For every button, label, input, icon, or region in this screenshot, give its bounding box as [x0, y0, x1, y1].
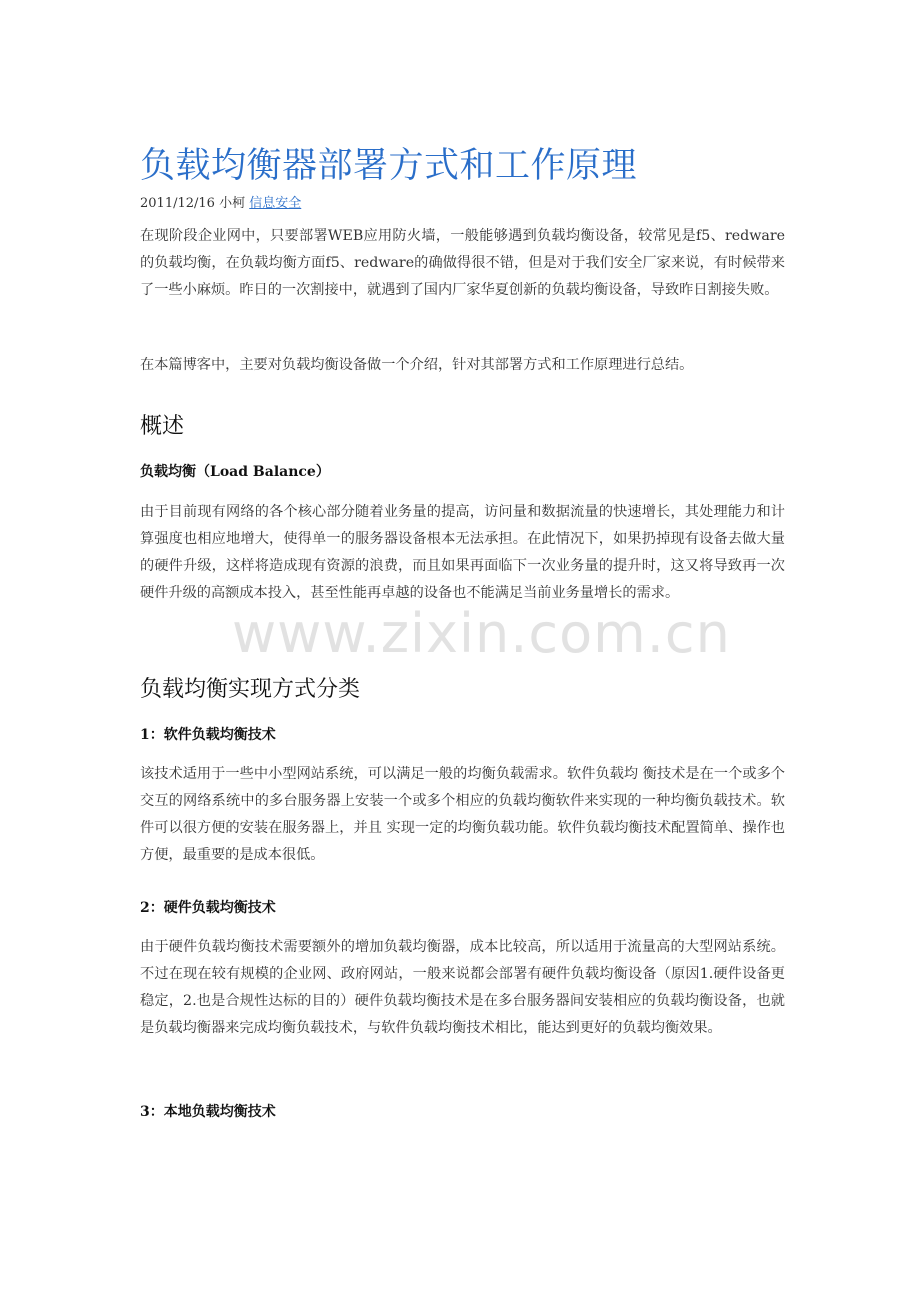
- page-title: 负载均衡器部署方式和工作原理: [140, 146, 638, 186]
- category-link[interactable]: 信息安全: [249, 196, 302, 211]
- overview-heading: 概述: [140, 414, 185, 439]
- section-2-paragraph: 由于硬件负载均衡技术需要额外的增加负载均衡器，成本比较高，所以适用于流量高的大型网站系统。不过在现在较有规模的企业网、政府网站，一般来说都会部署有硬件负载均衡设备（原因1.硬件设备更稳定，2.也是合规性达标的目的）硬件负载均衡技术是在多台服务器间安装相应的负载均衡设备，也就是负载均衡器来完成均衡负载技术，与软件负载均衡技术相比，能达到更好的负载均衡效果。: [140, 939, 785, 1036]
- watermark: www.zixin.com.cn: [232, 602, 731, 665]
- overview-subheading: 负载均衡（Load Balance）: [140, 464, 330, 480]
- section-1-title: 1：软件负载均衡技术: [140, 727, 276, 743]
- section-3-title: 3：本地负载均衡技术: [140, 1104, 276, 1120]
- section-2-title: 2：硬件负载均衡技术: [140, 900, 276, 916]
- intro-paragraph-2: 在本篇博客中，主要对负载均衡设备做一个介绍，针对其部署方式和工作原理进行总结。: [140, 357, 694, 373]
- section-1-paragraph: 该技术适用于一些中小型网站系统，可以满足一般的均衡负载需求。软件负载均 衡技术是在一个或多个交互的网络系统中的多台服务器上安装一个或多个相应的负载均衡软件来实现的一种均衡负载技术。软件可以很方便的安装在服务器上，并且 实现一定的均衡负载功能。软件负载均衡技术配置简单、操作也方便，最重要的是成本很低。: [140, 766, 785, 863]
- post-meta: [140, 192, 301, 211]
- post-date: 2011/12/16: [140, 196, 215, 211]
- overview-paragraph: 由于目前现有网络的各个核心部分随着业务量的提高，访问量和数据流量的快速增长，其处理能力和计算强度也相应地增大，使得单一的服务器设备根本无法承担。在此情况下，如果扔掉现有设备去做大量的硬件升级，这样将造成现有资源的浪费，而且如果再面临下一次业务量的提升时，这又将导致再一次硬件升级的高额成本投入，甚至性能再卓越的设备也不能满足当前业务量增长的需求。: [140, 504, 785, 601]
- post-author: 小柯: [219, 196, 246, 211]
- classification-heading: 负载均衡实现方式分类: [140, 677, 361, 702]
- intro-paragraph-1: 在现阶段企业网中，只要部署WEB应用防火墙，一般能够遇到负载均衡设备，较常见是f5、redware的负载均衡，在负载均衡方面f5、redware的确做得很不错，但是对于我们安全厂家来说，有时候带来了一些小麻烦。昨日的一次割接中，就遇到了国内厂家华夏创新的负载均衡设备，导致昨日割接失败。: [140, 228, 785, 298]
